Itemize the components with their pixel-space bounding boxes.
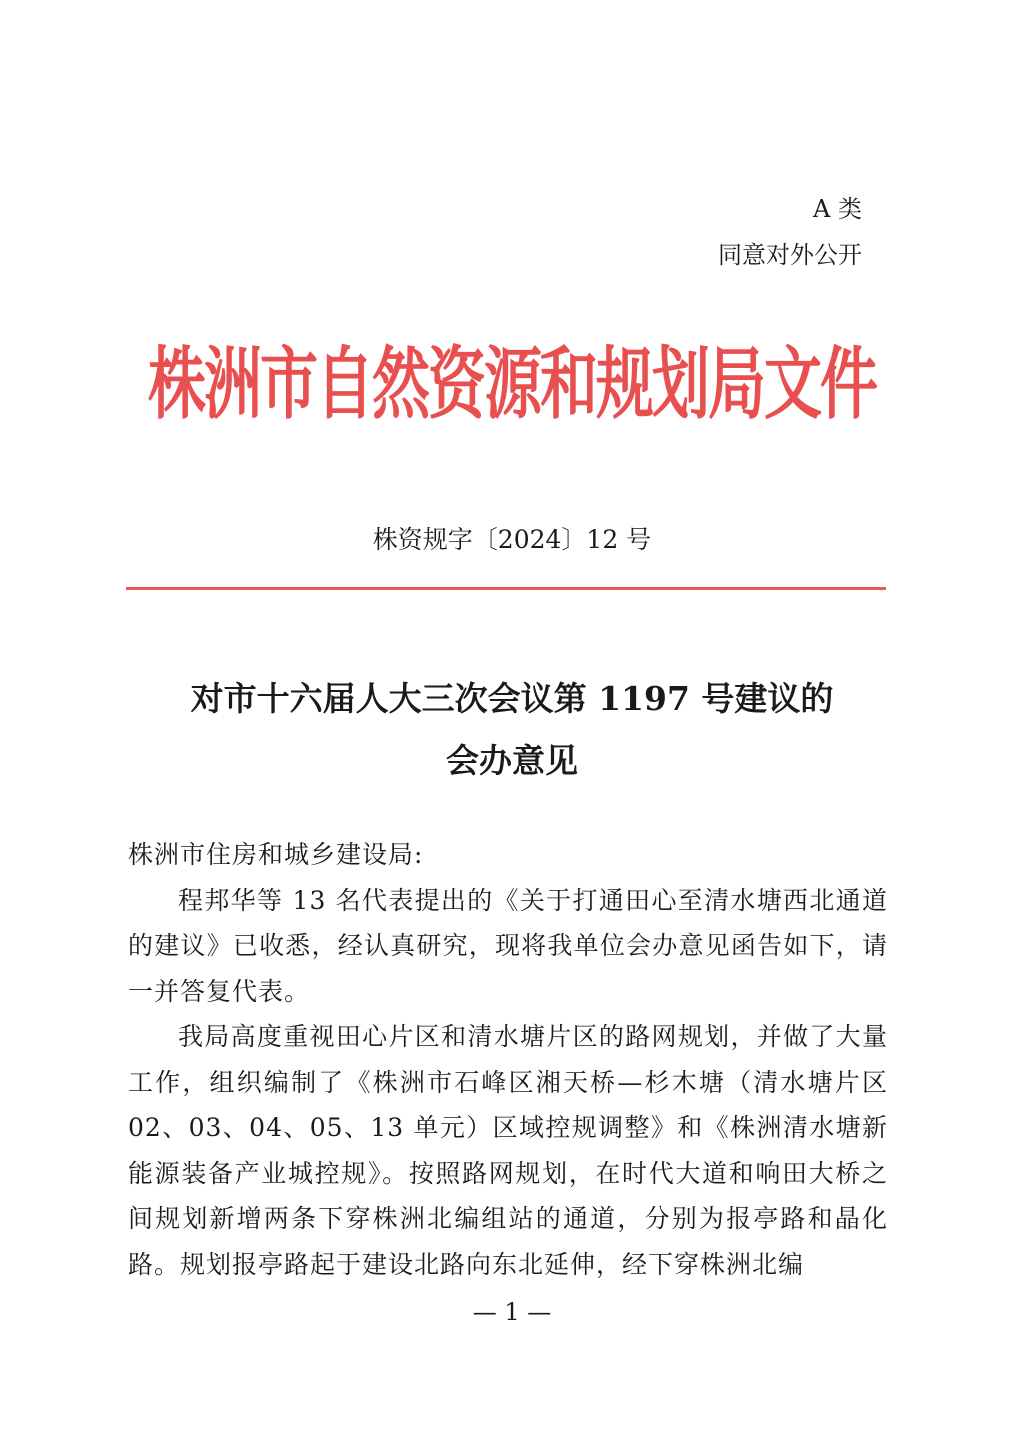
classification-block [718, 186, 862, 278]
salutation: 株洲市住房和城乡建设局: [128, 840, 424, 869]
masthead-title: 株洲市自然资源和规划局文件 [147, 338, 876, 430]
title-line-2: 会办意见 [446, 741, 578, 780]
paragraph-2: 我局高度重视田心片区和清水塘片区的路网规划，并做了大量工作，组织编制了《株洲市石峰区湘天桥—杉木塘（清水塘片区 02、03、04、05、13 单元）区域控规调整》和《株洲清水塘新能源装备产业城控规》。按照路网规划，在时代大道和响田大桥之间规划新增两条下穿株洲北编组站的通道，分别为报亭路和晶化路。规划报亭路起于建设北路向东北延伸，经下穿株洲北编 [128, 1022, 888, 1279]
title-line-1: 对市十六届人大三次会议第 1197 号建议的 [190, 679, 834, 718]
document-body [128, 832, 888, 1287]
document-title [0, 668, 1024, 792]
disclosure-label: 同意对外公开 [718, 241, 862, 269]
category-label: A 类 [813, 195, 862, 223]
document-number: 株资规字〔2024〕12 号 [372, 525, 652, 554]
paragraph-1: 程邦华等 13 名代表提出的《关于打通田心至清水塘西北通道的建议》已收悉，经认真研究，现将我单位会办意见函告如下，请一并答复代表。 [128, 885, 888, 1006]
page-number: — 1 — [472, 1298, 552, 1326]
red-divider-line [126, 587, 886, 590]
